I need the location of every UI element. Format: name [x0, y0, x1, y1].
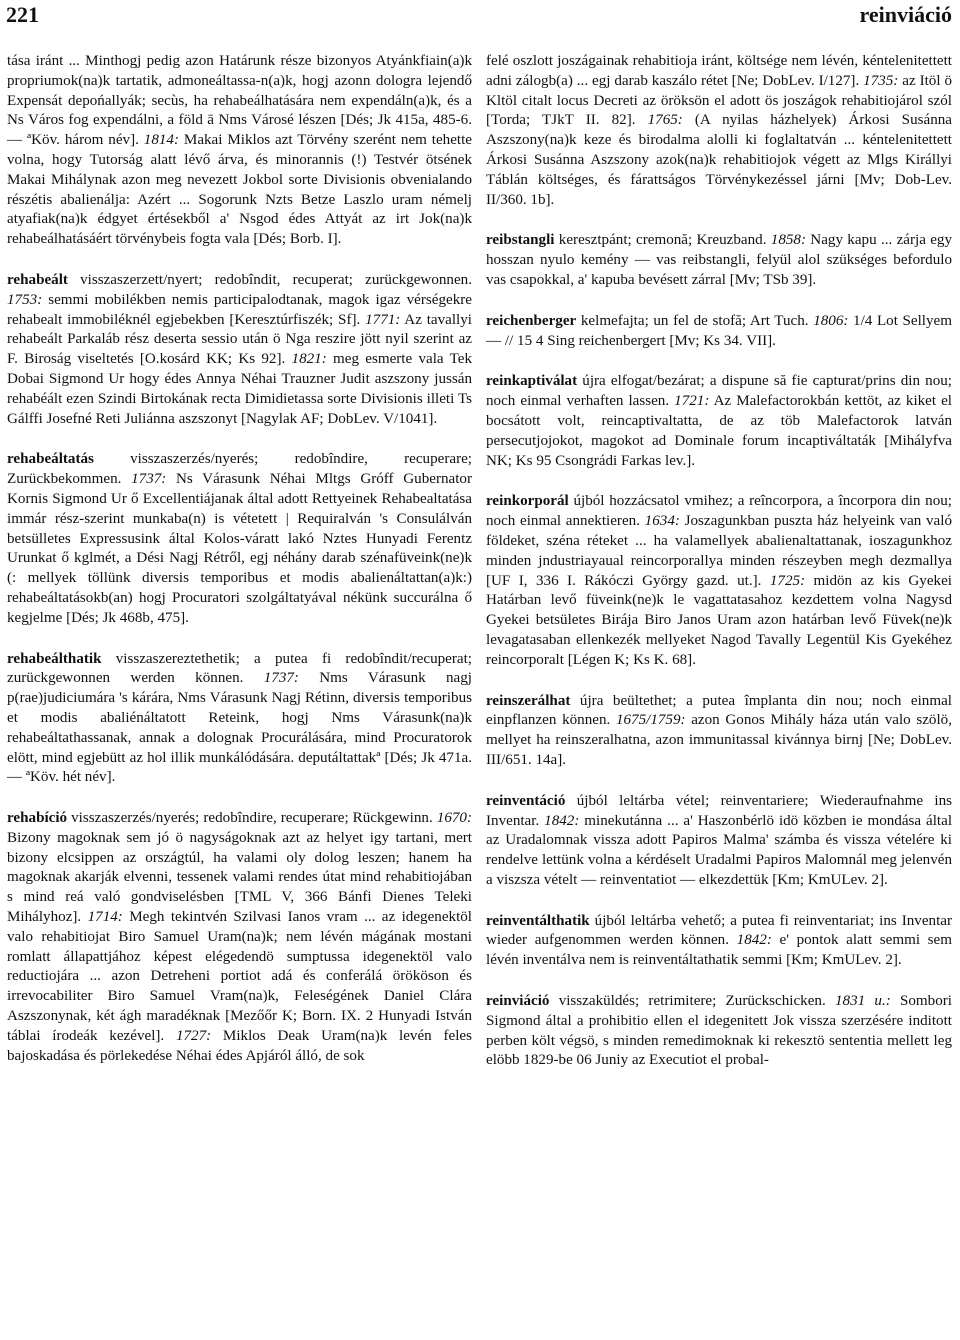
entry-headword: rehabeált: [7, 271, 68, 288]
entry-headword: reichenberger: [486, 312, 577, 329]
right-column: [486, 52, 952, 1071]
citation-year: 1753:: [7, 291, 43, 308]
entry-text: keresztpánt; cremonă; Kreuzband.: [554, 232, 771, 249]
citation-year: 1721:: [674, 393, 710, 410]
citation-year: 1842:: [736, 932, 772, 949]
entry-text: visszaszereztethetik; a putea fi redobîndit/recuperat; zurückgewonnen werden können.: [7, 650, 472, 687]
entry-text: (A nyilas házhelyek) Árkosi Susánna Aszszony(na)k keze és birodalma alolli ki foglaltatván ... kéntelenitettett Árkosi Susánna Aszszony azok(na)k rehabitiojok végett az Mlgs Királlyi Táblán költséges, és fárattságos Törvénykezéssel járni [Mv; Dob-Lev. II/360. 1b].: [486, 112, 952, 208]
dictionary-entry: [486, 52, 952, 210]
entry-text: 1/4 Lot Sellyem — // 15 4 Sing reichenbergert [Mv; Ks 34. VII].: [486, 312, 952, 349]
entry-text: kelmefajta; un fel de stofă; Art Tuch.: [576, 312, 814, 329]
entry-text: azon Gonos Mihály háza után valo szölö, mellyet ha reinszeralhatna, azon immunitassal kivánnya birnj [Ne; DobLev. III/651. 14a].: [486, 712, 952, 768]
citation-year: 1634:: [644, 513, 680, 530]
dictionary-entry: [486, 372, 952, 471]
dictionary-entry: [486, 912, 952, 971]
entry-headword: reinkorporál: [486, 493, 569, 510]
citation-year: 1858:: [770, 232, 806, 249]
citation-year: 1675/1759:: [615, 712, 686, 729]
citation-year: 1831 u.:: [834, 993, 891, 1010]
entry-text: az Itöl ö Kltöl citalt locus Decreti az öröksön el adott ös joszágok rehabitiojárol szól [Torda; TJkT II. 82].: [486, 72, 952, 129]
entry-text: Megh tekintvén Szilvasi Ianos vram ... az idegenektöl valo rehabitiojat Biro Samuel Uram(na)k; nem lévén mágának mostani romlatt állapattjához képest elégedendö sumptussa idegenektöl valo reductiojára ... azon Detreheni portiot adá és conferálá örököson és irrevocabiliter Biro Samuel Vram(na)k, Feleségének Daniel Clára Aszszonynak, két ágh maradéknak [Mezőőr K; Born. IX. 2 Hunyadi István táblai írodeák kezével].: [7, 909, 472, 1044]
entry-headword: reinventáció: [486, 792, 566, 809]
entry-text: meg esmerte vala Tek Dobai Sigmond Ur hogy édes Annya Néhai Trauzner Judit aszszony jussán rehabéált ezen Szindi Birtokának recta Dimidietassa sorte Divisionis illeti Ts Gálffi Josefné Reti Juliánna aszszonyt [Nagylak AF; DobLev. V/1041].: [7, 351, 472, 427]
citation-year: 1725:: [769, 572, 806, 589]
entry-text: visszaszerzés/nyerés; redobîndire, recuperare; Rückgewinn.: [67, 810, 437, 827]
entry-headword: reinkaptiválat: [486, 373, 578, 390]
entry-text: midön az kis Gyekei Határban levő füveink(ne)k le vagattatasahoz kezdettem volna Nagysd Gyekei betsületes Birája Biro Janos Uram azon határban levő Füvek(ne)k levagatasaban ellenkezék mellyeket Nagod Tavally Legentül Kis Gyekéhez reincorporalt [Légen K; Ks K. 68].: [486, 572, 952, 668]
page-number: 221: [6, 2, 39, 27]
entry-text: Nms Várasunk nagj p(rae)judiciumára 's kárára, Nms Várasunk Nagj Rétinn, diversis temporibus et modis abaliénáltatott Reteink, hogj Nms Várasunk(na)k rehabeáltathassanak, annak a dolognak Procurálására, mind Procuratorok elött, mind egjebütt az hol illik munkálódására. deputáltattakª [Dés; Jk 471a. — ªKöv. hét név].: [7, 670, 472, 786]
dictionary-entry: [7, 650, 472, 789]
citation-year: 1737:: [263, 670, 299, 687]
entry-headword: rehabeálthatik: [7, 650, 102, 667]
entry-text: tása iránt ... Minthogj pedig azon Határunk része bizonyos Atyánkfiain(a)k propriumok(na)k tartatik, admoneáltassa-n(a)k, hogj azonn dologra lejendő Expensát depońallyák; secùs, ha rehabeálhatására nem expendáln(a)k, és a Ns Város fog expendálni, a föld ā Nms Városé lészen [Dés; Jk 415a, 485-6. — ªKöv. három név].: [7, 53, 472, 149]
entry-text: Sombori Sigmond által a prohibitio ellen el idegenitett Jok vissza szerzésére inditott perben költ végsö, s minden remedimoknak ki rekesztö sententia mellett leg elöbb 1829-be 06 Juniy az Executiot el probal-: [486, 993, 952, 1069]
dictionary-entry: [486, 492, 952, 670]
citation-year: 1737:: [131, 471, 167, 488]
entry-text: Makai Miklos azt Törvény szerént nem tehette volna, hogy Tutorság alatt lévő árva, és minorannis (!) Testvér ötsének Makai Mihálynak azon meg nevezett Jokbol sorte Divisionis obvenialando részétis abalienálja: Azért ... Sogorunk Nzts Betze Laszlo uram némelj atyafiak(na)k édgyet értésekből a' Nsgod édes Attyát az irt Jok(na)k rehabeálhatásáért törvénybeis fogta vala [Dés; Borb. I].: [7, 132, 472, 248]
dictionary-entry: [486, 312, 952, 352]
entry-headword: reinventálthatik: [486, 912, 590, 929]
entry-headword: reibstangli: [486, 232, 555, 249]
entry-text: Az Malefactorokbán kettöt, az kiket el bocsátott volt, reincaptivaltatta, de az töb Malefactorok latván persecutjojokot, magokot ad Dominale forum incaptiváltaták [Mihályfva NK; Ks 95 Csongrádi Farkas lev.].: [486, 393, 952, 469]
citation-year: 1806:: [813, 312, 849, 329]
entry-text: újra elfogat/bezárat; a dispune să fie capturat/prins din nou; noch einmal verhaften lassen.: [486, 373, 952, 410]
entry-text: újra beültethet; a putea împlanta din nou; noch einmal einpflanzen können.: [486, 692, 952, 729]
citation-year: 1670:: [436, 810, 472, 827]
entry-text: visszaküldés; retrimitere; Zurückschicken.: [549, 993, 835, 1010]
citation-year: 1821:: [291, 351, 327, 368]
entry-text: Bizony magoknak sem jó ö nagyságoknak azt az helyet igy tartani, mert bizony elcsippen az országtúl, ha valami oly dolog leszen; hanem ha magoknak akarják elvenni, tessenek valami rendes útat mind rehabitiojában s mind reá való gondviselésben [TML V, 366 Bánfi Dienes Teleki Mihályhoz].: [7, 829, 472, 926]
dictionary-entry: [486, 231, 952, 290]
entry-headword: rehabeáltatás: [7, 451, 94, 468]
left-column: [7, 52, 472, 1066]
entry-text: Ns Várasunk Néhai Mltgs Gróff Gubernator Kornis Sigmond Ur ő Excellentiájanak által adott Rettyeinek Rehabealtatása immár rész-szerint munkaba(n) is vétetett | Requiralván 's Consulálván betsülletes Expressusink által Kolos-váratt lakó Nztes Hunyadi Ferentz Urunkat ő kglmét, a Dési Nagj Rétről, egj néhány darab szénafüveink(ne)k (: mellyek töllünk diversis temporibus et modis abalienáltattan(a)k:) rehabeáltatásokb(an) hogj Procuratori szolgáltatyával nékünk succurálna ő kegjelme [Dés; Jk 468b, 475].: [7, 471, 472, 626]
entry-text: e' pontok alatt semmi sem lévén inventálva nem is reinventáltathatik semmi [Km; KmULev. 2].: [486, 932, 952, 969]
entry-headword: rehabíció: [7, 810, 68, 827]
citation-year: 1814:: [143, 132, 179, 149]
citation-year: 1727:: [175, 1027, 212, 1044]
dictionary-entry: [7, 809, 472, 1066]
entry-text: felé oszlott joszágainak rehabitioja iránt, költsége nem lévén, kéntelenitettett adni zálogb(a) ... egj darab kaszálo rétet [Ne; DobLev. I/127].: [486, 53, 952, 89]
entry-text: Miklos Deak Uram(na)k levén feles bajoskadása és pörlekedése Néhai édes Apjáról álló, de sok: [7, 1027, 472, 1064]
running-head: reinviáció: [859, 2, 952, 27]
citation-year: 1771:: [365, 311, 401, 328]
entry-text: visszaszerzett/nyert; redobîndit, recuperat; zurückgewonnen.: [67, 271, 472, 288]
citation-year: 1842:: [544, 812, 580, 829]
dictionary-entry: [7, 52, 472, 250]
entry-headword: reinszerálhat: [486, 692, 571, 709]
citation-year: 1714:: [87, 909, 123, 926]
entry-text: újból leltárba vétel; reinventariere; Wiederaufnahme ins Inventar.: [486, 792, 952, 829]
dictionary-entry: [7, 450, 472, 628]
citation-year: 1735:: [863, 72, 899, 89]
entry-text: visszaszerzés/nyerés; redobîndire, recuperare; Zurückbekommen.: [7, 451, 472, 488]
entry-text: Az tavallyi rehabeált Parkaláb rész deserta sessio után ö Nga reszire jött nyil szerint az F. Biroság viseltetés [O.kosárd KK; Ks 92].: [7, 311, 472, 368]
entry-headword: reinviáció: [486, 993, 550, 1010]
entry-text: újból leltárba vehető; a putea fi reinventariat; ins Inventar wieder aufgenommen werden können.: [486, 912, 952, 949]
entry-text: újból hozzácsatol vmihez; a reîncorpora, a încorpora din nou; noch einmal annektieren.: [486, 493, 952, 530]
dictionary-entry: [486, 992, 952, 1071]
citation-year: 1765:: [647, 112, 683, 129]
entry-text: semmi mobilékben nemis participalodtanak, magok igaz vérségekre rehabealt immobiléknél egjebekben [Keresztúrfiszék; Sf].: [7, 291, 472, 328]
dictionary-entry: [486, 692, 952, 771]
entry-text: Nagy kapu ... zárja egy hosszan nyulo kemény — vas reibstangli, felyül alol szükséges befordulo vas csapokkal, a' kapuba bevésett zárral [Mv; TSb 39].: [486, 232, 952, 288]
entry-text: Joszagunkban puszta ház helyeink van való földeket, széna réteket ... ha valamellyek abalienaltattanak, ioszagunkhoz minden jndustriayaual reincorporallya minden részeyben megh dezmallya [UF I, 336 I. Rákóczi György gazd. ut.].: [486, 513, 952, 589]
page-header: [0, 0, 960, 38]
dictionary-entry: [486, 792, 952, 891]
dictionary-entry: [7, 271, 472, 429]
entry-text: minekutánna ... a' Haszonbérlö idö közben ie mondása által az Uradalomnak vissza adott Papiros Malma' számba és vissza vételére ki rendelve lettünk volna a kérdéselt Uradalmi Papiros Malomnál meg jelenvén a viszsza vételt — reinventatiot — elkezdettük [Km; KmULev. 2].: [486, 812, 953, 888]
